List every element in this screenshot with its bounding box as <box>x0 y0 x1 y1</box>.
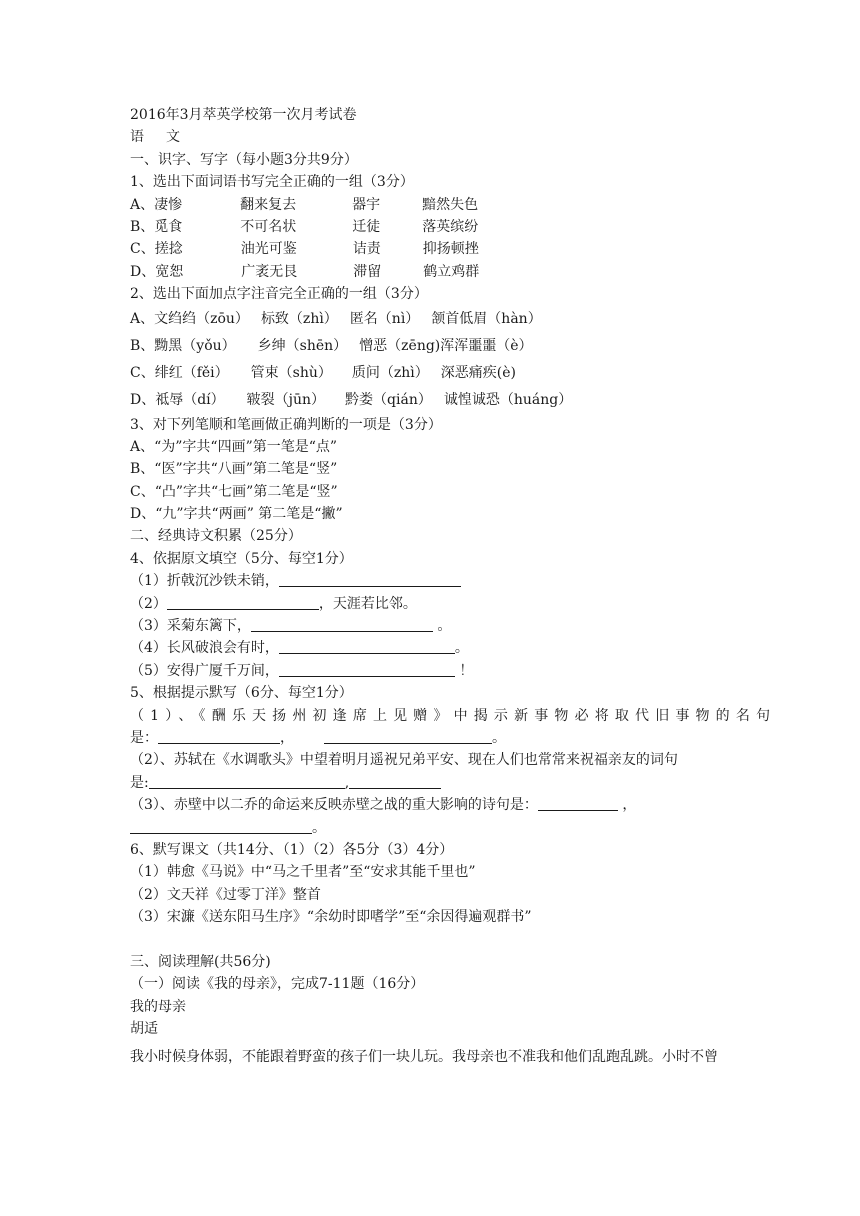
option-word: 不可名状 <box>240 218 297 235</box>
article-paragraph: 我小时候身体弱，不能跟着野蛮的孩子们一块儿玩。我母亲也不准我和他们乱跑乱跳。小时不曾 <box>130 1049 718 1066</box>
prompt-line: （1）韩愈《马说》中“马之千里者”至“安求其能千里也” <box>130 864 476 881</box>
option-row: C、“凸”字共“七画”第二笔是“竖” <box>130 483 338 500</box>
option-word: 凄惨 <box>154 196 183 213</box>
fill-text: ， <box>617 797 637 814</box>
answer-blank[interactable] <box>149 774 345 789</box>
fill-item <box>130 772 770 794</box>
fill-text: ， <box>280 729 294 746</box>
prompt-line: （3）宋濂《送东阳马生序》“余幼时即嗜学”至“余因得遍观群书” <box>130 909 532 926</box>
answer-blank[interactable] <box>158 729 280 744</box>
fill-text: 。 <box>432 618 452 635</box>
section-heading: 一、识字、写字（每小题3分共9分） <box>130 151 358 168</box>
pinyin-item: 诚惶诚恐（huáng） <box>443 391 573 408</box>
option-word: 广袤无艮 <box>241 263 298 280</box>
option-label: C、 <box>130 241 155 258</box>
question-stem: 5、根据提示默写（6分、每空1分） <box>130 685 353 702</box>
pinyin-item: 黔娄（qián） <box>345 391 432 408</box>
fill-item <box>130 727 770 749</box>
article-author: 胡适 <box>130 1021 158 1038</box>
answer-blank[interactable] <box>130 819 312 834</box>
fill-item <box>130 615 770 637</box>
answer-blank[interactable] <box>279 662 455 677</box>
prompt-line: （1）、《酬乐天扬州初逢席上见赠》中揭示新事物必将取代旧事物的名句 <box>130 707 770 724</box>
option-word: 宽恕 <box>155 263 184 280</box>
fill-text: 。 <box>454 640 469 657</box>
question-stem: 2、选出下面加点字注音完全正确的一组（3分） <box>130 286 428 303</box>
section-heading: 三、阅读理解(共56分) <box>130 953 271 970</box>
option-word: 鹤立鸡群 <box>423 263 480 280</box>
option-word: 油光可鉴 <box>240 241 297 258</box>
fill-text: 是: <box>130 774 149 791</box>
fill-item <box>130 593 770 615</box>
pinyin-item: 匿名（nì） <box>349 310 420 327</box>
fill-item <box>130 570 770 592</box>
option-word: 滞留 <box>353 263 382 280</box>
option-row: D、“九”字共“两画” 第二笔是“撇” <box>130 506 343 523</box>
question-stem: 3、对下列笔顺和笔画做正确判断的一项是（3分） <box>130 416 442 433</box>
answer-blank[interactable] <box>538 796 618 811</box>
fill-text: 。 <box>492 729 506 746</box>
option-word: 翻来复去 <box>240 196 297 213</box>
subject-char-1: 语 <box>130 129 166 146</box>
pinyin-item: 憎恶（zēng)浑浑噩噩（è） <box>359 337 533 354</box>
exam-paper <box>130 104 770 1069</box>
fill-text: ！ <box>454 662 474 679</box>
pinyin-option-b <box>130 333 770 360</box>
pinyin-item: 乡绅（shēn） <box>257 337 348 354</box>
fill-item <box>130 817 770 839</box>
fill-item <box>130 637 770 659</box>
pinyin-item: B、黝黑（yǒu） <box>130 337 236 354</box>
option-word: 诘责 <box>352 241 381 258</box>
option-row: A、“为”字共“四画”第一笔是“点” <box>130 438 338 455</box>
fill-text: 。 <box>312 819 326 836</box>
answer-blank[interactable] <box>279 639 455 654</box>
answer-blank[interactable] <box>324 729 492 744</box>
option-word: 搓捻 <box>154 241 183 258</box>
option-word: 黯然失色 <box>422 196 479 213</box>
question-stem: 4、依据原文填空（5分、每空1分） <box>130 550 353 567</box>
answer-blank[interactable] <box>167 595 319 610</box>
pinyin-item: 皲裂（jūn） <box>246 391 326 408</box>
pinyin-item: 标致（zhì） <box>260 310 338 327</box>
section-heading: 二、经典诗文积累（25分） <box>130 528 302 545</box>
pinyin-option-a <box>130 306 770 333</box>
fill-text: （1）折戟沉沙铁未销， <box>130 573 279 590</box>
fill-item <box>130 660 770 682</box>
prompt-line: （2）、苏轼在《水调歌头》中望着明月遥祝兄弟平安、现在人们也常常来祝福亲友的词句 <box>130 752 678 769</box>
fill-text: （3）、赤壁中以二乔的命运来反映赤壁之战的重大影响的诗句是： <box>130 797 538 814</box>
answer-blank[interactable] <box>279 572 461 587</box>
prompt-line: （2）文天祥《过零丁洋》整首 <box>130 886 321 903</box>
option-row <box>130 261 770 283</box>
fill-text: 是： <box>130 729 158 746</box>
fill-text: （4）长风破浪会有时， <box>130 640 279 657</box>
pinyin-option-d <box>130 387 770 414</box>
fill-text: , <box>344 774 350 791</box>
pinyin-item: D、祗辱（dí） <box>130 391 225 408</box>
subject-char-2: 文 <box>166 129 202 146</box>
answer-blank[interactable] <box>349 774 441 789</box>
option-word: 器宇 <box>352 196 381 213</box>
pinyin-item: 质问（zhì） <box>351 364 429 381</box>
pinyin-item: 颔首低眉（hàn） <box>431 310 542 327</box>
pinyin-item: C、绯红（fěi） <box>130 364 229 381</box>
fill-text: （2） <box>130 595 167 612</box>
option-word: 落英缤纷 <box>422 218 479 235</box>
pinyin-item: 深恶痛疾(è) <box>440 364 516 381</box>
option-row: B、“医”字共“八画”第二笔是“竖” <box>130 461 338 478</box>
pinyin-item: 管束（shù） <box>250 364 332 381</box>
pinyin-option-c <box>130 360 770 387</box>
subsection-heading: （一）阅读《我的母亲》，完成7-11题（16分） <box>130 976 425 993</box>
subject-label <box>130 126 770 148</box>
option-row <box>130 238 770 260</box>
exam-title: 2016年3月萃英学校第一次月考试卷 <box>130 107 357 123</box>
answer-blank[interactable] <box>251 617 433 632</box>
option-row <box>130 194 770 216</box>
fill-text: （3）采菊东篱下， <box>130 618 251 635</box>
spacer <box>130 929 770 951</box>
option-word: 迁徒 <box>352 218 381 235</box>
option-word: 觅食 <box>154 218 183 235</box>
option-row <box>130 216 770 238</box>
option-word: 抑扬顿挫 <box>422 241 479 258</box>
fill-item <box>130 794 770 816</box>
option-label: D、 <box>130 263 156 280</box>
article-title: 我的母亲 <box>130 998 186 1015</box>
fill-text: ，天涯若比邻。 <box>318 595 417 612</box>
fill-text: （5）安得广厦千万间， <box>130 662 279 679</box>
question-stem: 6、默写课文（共14分、（1）（2）各5分（3）4分） <box>130 841 454 858</box>
option-label: A、 <box>130 196 155 213</box>
option-label: B、 <box>130 218 155 235</box>
question-stem: 1、选出下面词语书写完全正确的一组（3分） <box>130 174 414 191</box>
pinyin-item: A、文绉绉（zōu） <box>130 310 249 327</box>
